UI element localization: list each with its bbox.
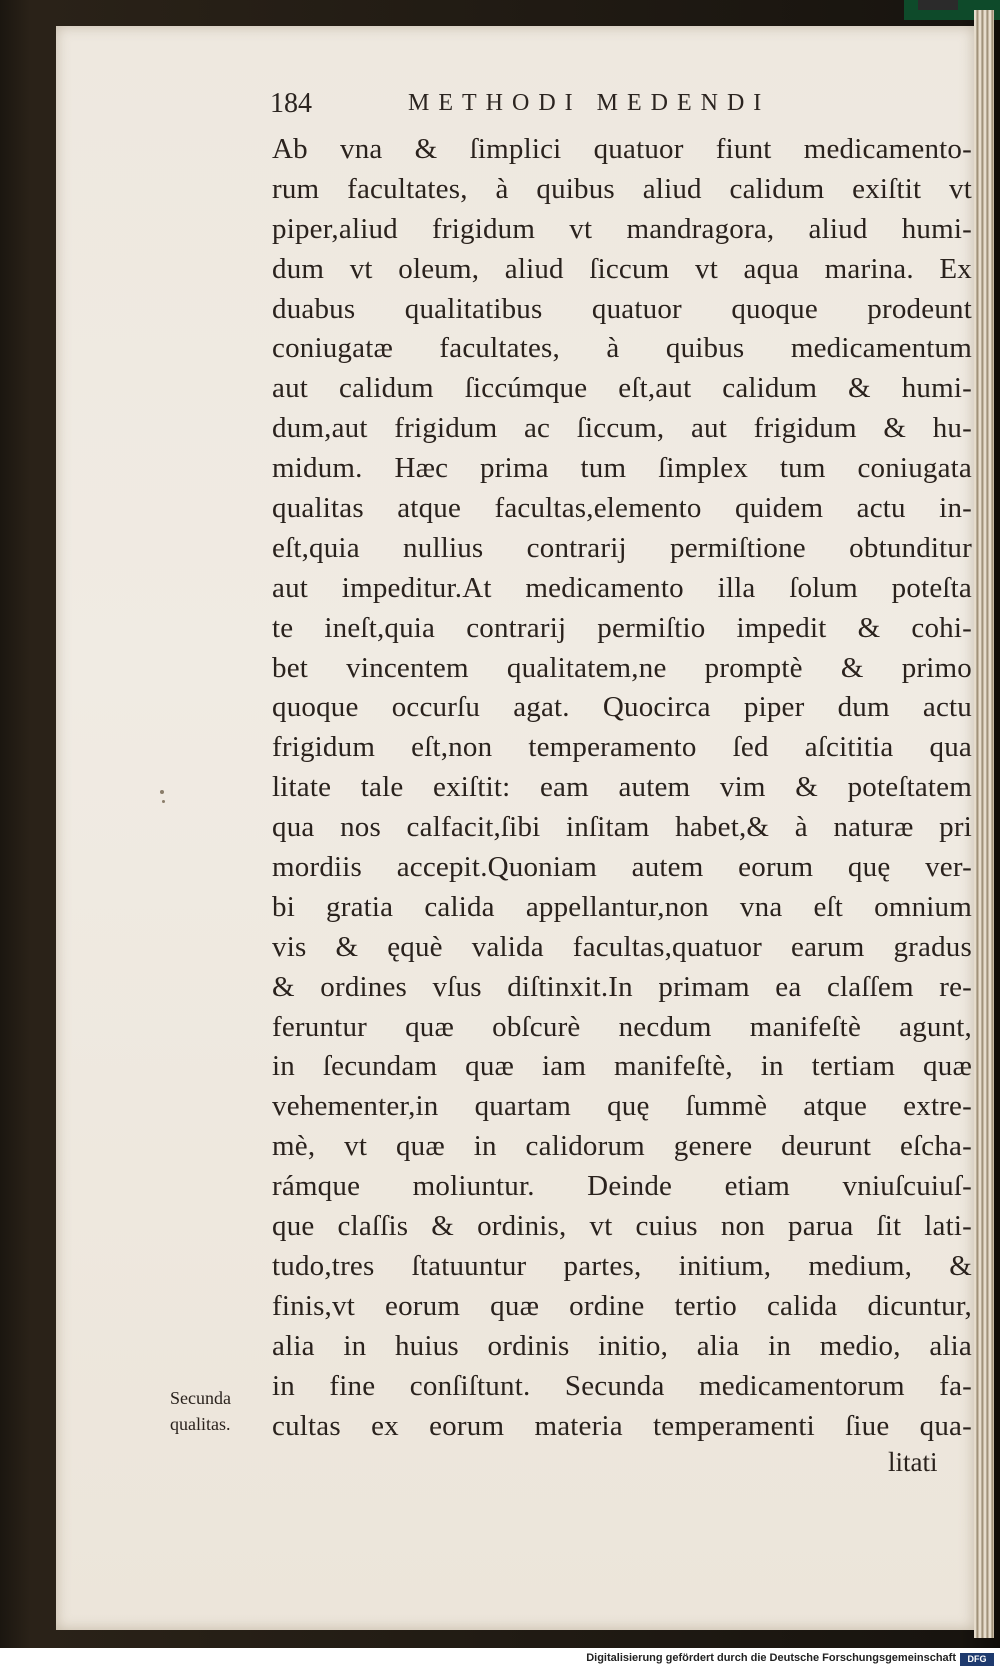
- text-line: quoque occurſu agat. Quocirca piper dum actu: [272, 691, 972, 724]
- text-line: midum. Hæc prima tum ſimplex tum coniugata: [272, 452, 972, 485]
- text-line: qua nos calfacit,ſibi inſitam habet,& à naturæ pri: [272, 811, 972, 844]
- page-stack-edge: [974, 10, 994, 1638]
- marginal-note-line: qualitas.: [170, 1414, 231, 1434]
- running-title: METHODI MEDENDI: [408, 90, 771, 116]
- text-line: rum facultates, à quibus aliud calidum exiſtit vt: [272, 172, 972, 205]
- text-line: coniugatæ facultates, à quibus medicamentum: [272, 332, 972, 365]
- text-line: alia in huius ordinis initio, alia in medio, alia: [272, 1329, 972, 1362]
- dfg-logo: DFG: [960, 1653, 994, 1666]
- marginal-note: [170, 1385, 266, 1437]
- funding-credit: Digitalisierung gefördert durch die Deutsche Forschungsgemeinschaft: [586, 1652, 956, 1664]
- text-line: piper,aliud frigidum vt mandragora, aliud humi-: [272, 212, 972, 245]
- text-line: in fine conſiſtunt. Secunda medicamentorum fa-: [272, 1369, 972, 1402]
- ink-speck: [162, 800, 165, 803]
- digitization-footer: [0, 1650, 1000, 1670]
- text-line: mè, vt quæ in calidorum genere deurunt eſcha-: [272, 1130, 972, 1163]
- text-line: & ordines vſus diſtinxit.In primam ea claſſem re-: [272, 970, 972, 1003]
- text-line: frigidum eſt,non temperamento ſed aſcititia qua: [272, 731, 972, 764]
- text-line: cultas ex eorum materia temperamenti ſiue qua-: [272, 1409, 972, 1442]
- text-line: que claſſis & ordinis, vt cuius non parua ſit lati-: [272, 1210, 972, 1243]
- text-line: duabus qualitatibus quatuor quoque prodeunt: [272, 292, 972, 325]
- text-line: dum vt oleum, aliud ſiccum vt aqua marina. Ex: [272, 252, 972, 285]
- page-number: 184: [270, 88, 312, 119]
- text-line: litate tale exiſtit: eam autem vim & poteſtatem: [272, 771, 972, 804]
- text-line: bet vincentem qualitatem,ne promptè & primo: [272, 651, 972, 684]
- text-line: feruntur quæ obſcurè necdum manifeſtè agunt,: [272, 1010, 972, 1043]
- running-head: [270, 88, 870, 122]
- text-line: tudo,tres ſtatuuntur partes, initium, medium, &: [272, 1249, 972, 1282]
- text-line: aut impeditur.At medicamento illa ſolum poteſta: [272, 571, 972, 604]
- text-line: dum,aut frigidum ac ſiccum, aut frigidum & hu-: [272, 412, 972, 445]
- text-line: Ab vna & ſimplici quatuor fiunt medicamento-: [272, 133, 972, 165]
- scan-corner-clip: [918, 0, 958, 10]
- text-line: qualitas atque facultas,elemento quidem actu in-: [272, 492, 972, 525]
- text-line: eſt,quia nullius contrarij permiſtione obtunditur: [272, 531, 972, 564]
- text-line: bi gratia calida appellantur,non vna eſt omnium: [272, 890, 972, 923]
- text-line: in ſecundam quæ iam manifeſtè, in tertiam quæ: [272, 1050, 972, 1083]
- text-line: aut calidum ſiccúmque eſt,aut calidum & humi-: [272, 372, 972, 405]
- marginal-note-line: Secunda: [170, 1388, 231, 1408]
- text-line: finis,vt eorum quæ ordine tertio calida dicuntur,: [272, 1289, 972, 1322]
- text-line: mordiis accepit.Quoniam autem eorum quę ver-: [272, 851, 972, 884]
- text-line: rámque moliuntur. Deinde etiam vniuſcuiuſ-: [272, 1170, 972, 1203]
- text-line: vis & ęquè valida facultas,quatuor earum gradus: [272, 930, 972, 963]
- ink-speck: [160, 790, 164, 794]
- catchword: litati: [888, 1447, 938, 1477]
- body-text: [272, 130, 972, 1446]
- text-line: te ineſt,quia contrarij permiſtio impedit & cohi-: [272, 611, 972, 644]
- text-line: vehementer,in quartam quę ſummè atque extre-: [272, 1090, 972, 1123]
